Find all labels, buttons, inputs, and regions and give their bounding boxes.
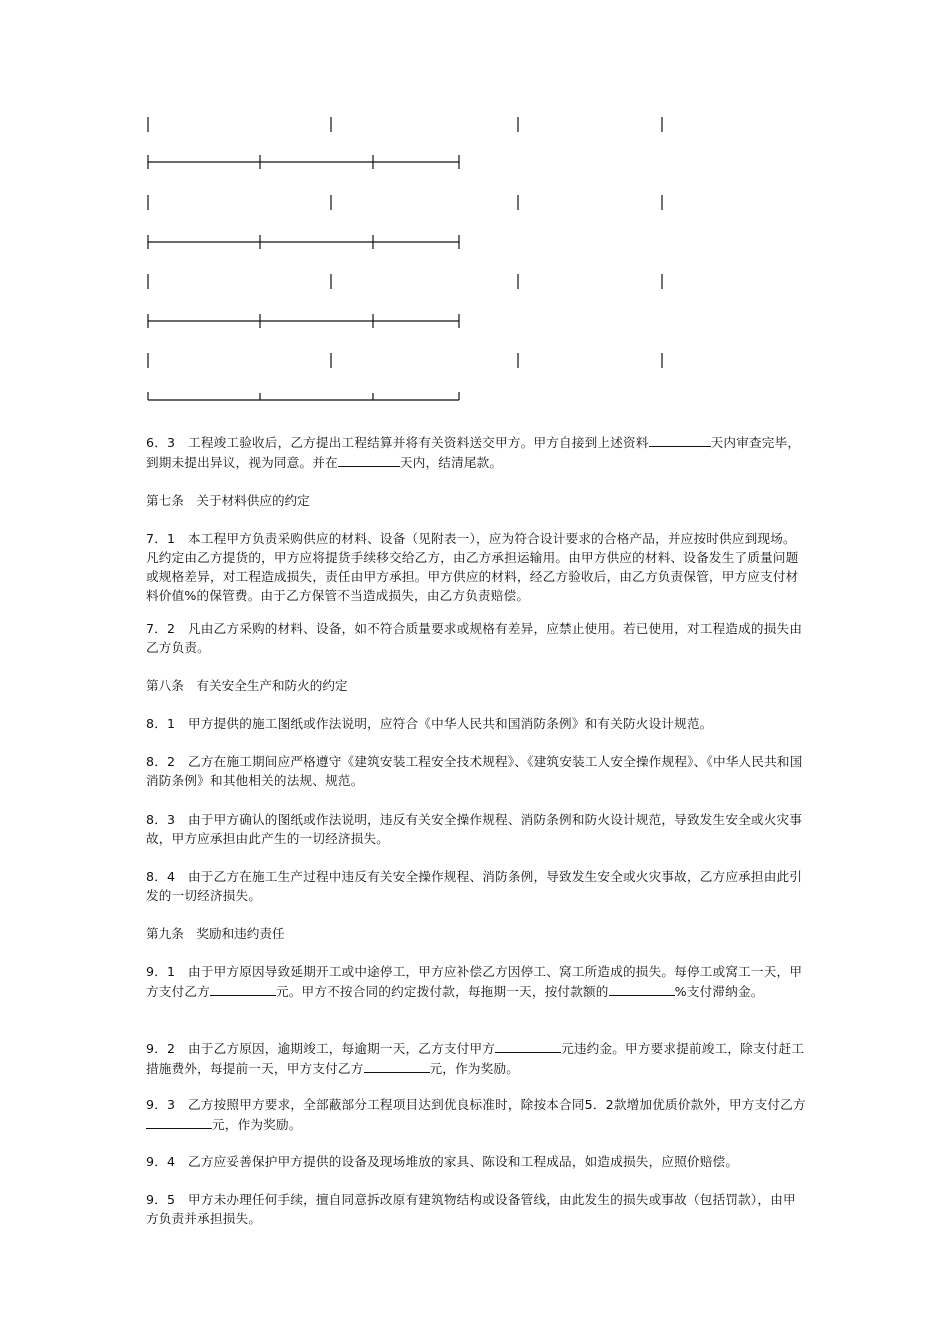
clause-number: 6．3 — [146, 435, 176, 450]
blank-field-days-settle[interactable] — [338, 452, 400, 467]
section-7-title: 第七条 关于材料供应的约定 — [146, 493, 310, 508]
clause-9-1: 9．1 由于甲方原因导致延期开工或中途停工，甲方应补偿乙方因停工、窝工所造成的损失。每停工或窝工一天，甲方支付乙方 元。甲方不按合同的约定拨付款，每拖期一天，按付款额的 %支付滞纳金。 — [146, 964, 803, 999]
clause-8-1: 8．1 甲方提供的施工图纸或作法说明，应符合《中华人民共和国消防条例》和有关防火设计规范。 — [146, 716, 713, 731]
blank-field-quality-reward[interactable] — [146, 1114, 212, 1129]
blank-field-days-review[interactable] — [649, 432, 711, 447]
clause-6-3: 6．3 工程竣工验收后，乙方提出工程结算并将有关资料送交甲方。甲方自接到上述资料 天内审查完毕，到期未提出异议，视为同意。并在 天内，结清尾款。 — [146, 432, 806, 472]
section-9-title: 第九条 奖励和违约责任 — [146, 926, 285, 941]
table-rule-lines — [0, 0, 950, 410]
blank-field-penalty[interactable] — [495, 1038, 561, 1053]
clause-8-4: 8．4 由于乙方在施工生产过程中违反有关安全操作规程、消防条例，导致发生安全或火灾事故，乙方应承担由此引发的一切经济损失。 — [146, 869, 803, 903]
clause-9-4: 9．4 乙方应妥善保护甲方提供的设备及现场堆放的家具、陈设和工程成品，如造成损失，应照价赔偿。 — [146, 1154, 739, 1169]
blank-field-early-reward[interactable] — [364, 1058, 430, 1073]
clause-7-2: 7．2 凡由乙方采购的材料、设备，如不符合质量要求或规格有差异，应禁止使用。若已使用，对工程造成的损失由乙方负责。 — [146, 621, 803, 655]
section-8-title: 第八条 有关安全生产和防火的约定 — [146, 678, 348, 693]
clause-9-2: 9．2 由于乙方原因，逾期竣工，每逾期一天，乙方支付甲方 元违约金。甲方要求提前竣工，除支付赶工措施费外，每提前一天，甲方支付乙方 元，作为奖励。 — [146, 1038, 806, 1078]
clause-8-3: 8．3 由于甲方确认的图纸或作法说明，违反有关安全操作规程、消防条例和防火设计规范，导致发生安全或火灾事故，甲方应承担由此产生的一切经济损失。 — [146, 812, 803, 846]
clause-9-5: 9．5 甲方未办理任何手续，擅自同意拆改原有建筑物结构或设备管线，由此发生的损失或事故（包括罚款），由甲方负责并承担损失。 — [146, 1192, 796, 1226]
blank-field-late-fee-rate[interactable] — [609, 981, 675, 996]
clause-9-3: 9．3 乙方按照甲方要求，全部蔽部分工程项目达到优良标准时，除按本合同5．2款增加优质价款外，甲方支付乙方元，作为奖励。 — [146, 1097, 806, 1132]
clause-8-2: 8．2 乙方在施工期间应严格遵守《建筑安装工程安全技术规程》、《建筑安装工人安全操作规程》、《中华人民共和国消防条例》和其他相关的法规、规范。 — [146, 754, 803, 788]
clause-7-1: 7．1 本工程甲方负责采购供应的材料、设备（见附表一），应为符合设计要求的合格产品，并应按时供应到现场。凡约定由乙方提货的，甲方应将提货手续移交给乙方，由乙方承担运输用。由甲方供应的材料、设备发生了质量问题或规格差异，对工程造成损失，责任由甲方承担。甲方供应的材料，经乙方验收后，由乙方负责保管，甲方应支付材料价值%的保管费。由于乙方保管不当造成损失，由乙方负责赔偿。 — [146, 531, 799, 603]
blank-field-daily-compensation[interactable] — [210, 981, 276, 996]
